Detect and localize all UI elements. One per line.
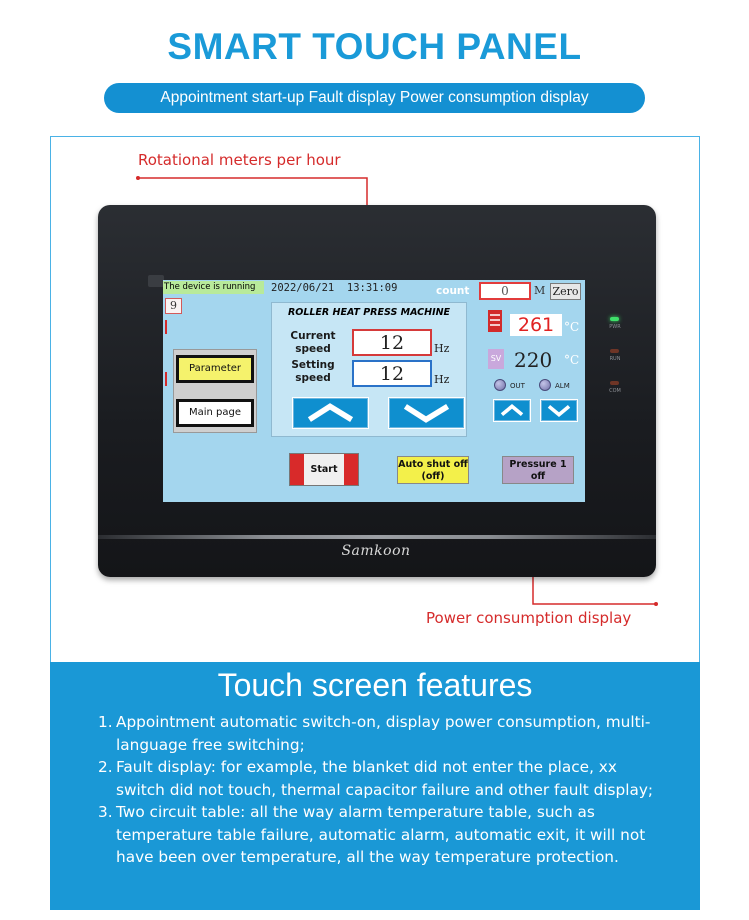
machine-title: ROLLER HEAT PRESS MACHINE <box>287 307 451 318</box>
sv-tag: SV <box>488 349 504 369</box>
temp-down-button[interactable] <box>540 399 578 422</box>
page-title: SMART TOUCH PANEL <box>167 26 582 67</box>
count-label: count <box>436 285 470 297</box>
indicator-bar-icon <box>165 320 167 334</box>
list-item-text: Appointment automatic switch-on, display power consumption, multi-language free switching; <box>116 713 651 754</box>
bezel-camera-slot <box>148 275 164 287</box>
setting-speed-unit: Hz <box>434 373 450 386</box>
out-indicator-icon <box>494 379 506 391</box>
current-speed-unit: Hz <box>434 342 450 355</box>
speed-down-button[interactable] <box>388 397 465 429</box>
count-unit: M <box>534 284 546 297</box>
status-running-banner: The device is running <box>163 281 264 294</box>
auto-shut-off-button[interactable]: Auto shut off (off) <box>397 456 469 484</box>
chevron-down-icon <box>389 398 464 428</box>
list-item-number: 3. <box>98 803 113 821</box>
setting-speed-input[interactable]: 12 <box>352 360 432 387</box>
alm-label: ALM <box>555 382 570 390</box>
parameter-button[interactable]: Parameter <box>176 355 254 383</box>
chevron-up-icon <box>494 400 530 421</box>
pv-temperature: 261 <box>510 314 562 336</box>
sv-temperature[interactable]: 220 <box>514 348 553 372</box>
com-led-label: COM <box>609 388 621 394</box>
brand-logo: Samkoon <box>341 543 411 559</box>
zero-button[interactable]: Zero <box>550 283 581 300</box>
start-label: Start <box>310 464 338 475</box>
callout-label-rotational: Rotational meters per hour <box>138 151 341 169</box>
sv-temp-unit: °C <box>564 353 580 367</box>
current-speed-label: Current speed <box>290 330 336 355</box>
current-speed-value: 12 <box>352 329 432 356</box>
list-item-text: Two circuit table: all the way alarm temperature table, such as temperature table failure, automatic alarm, automatic exit, it will not have been over temperature, all the way temperature protection. <box>116 803 646 866</box>
list-item <box>98 756 668 801</box>
time-text: 13:31:09 <box>346 282 398 294</box>
main-page-button[interactable]: Main page <box>176 399 254 427</box>
start-right-marker-icon <box>344 454 358 485</box>
out-label: OUT <box>510 382 525 390</box>
list-item-number: 1. <box>98 713 113 731</box>
subtitle-banner <box>104 83 645 113</box>
pv-temp-unit: °C <box>564 320 580 334</box>
run-led-label: RUN <box>609 356 621 362</box>
list-item-number: 2. <box>98 758 113 776</box>
pwr-led-icon <box>610 317 619 321</box>
start-left-marker-icon <box>290 454 304 485</box>
pwr-led-label: PWR <box>609 324 621 330</box>
features-title: Touch screen features <box>217 667 533 703</box>
alm-indicator-icon <box>539 379 551 391</box>
callout-label-power: Power consumption display <box>426 609 632 627</box>
list-item <box>98 711 668 756</box>
device-trim-strip <box>98 535 656 539</box>
temp-up-button[interactable] <box>493 399 531 422</box>
indicator-bar-icon <box>165 372 167 386</box>
feature-list <box>98 711 668 869</box>
chevron-down-icon <box>541 400 577 421</box>
pressure-button[interactable]: Pressure 1 off <box>502 456 574 484</box>
date-text: 2022/06/21 <box>271 282 335 294</box>
heater-icon <box>488 310 502 332</box>
hmi-screen <box>163 280 585 502</box>
list-item-text: Fault display: for example, the blanket did not enter the place, xx switch did not touch, thermal capacitor failure and other fault display; <box>116 758 654 799</box>
list-item <box>98 801 668 869</box>
fault-code-display: 9 <box>165 298 182 314</box>
datetime-display <box>271 282 397 294</box>
setting-speed-label: Setting speed <box>291 359 335 384</box>
com-led-icon <box>610 381 619 385</box>
start-button[interactable] <box>289 453 359 486</box>
run-led-icon <box>610 349 619 353</box>
count-value: 0 <box>479 282 531 300</box>
speed-up-button[interactable] <box>292 397 369 429</box>
subtitle-text: Appointment start-up Fault display Power consumption display <box>160 89 589 106</box>
chevron-up-icon <box>293 398 368 428</box>
